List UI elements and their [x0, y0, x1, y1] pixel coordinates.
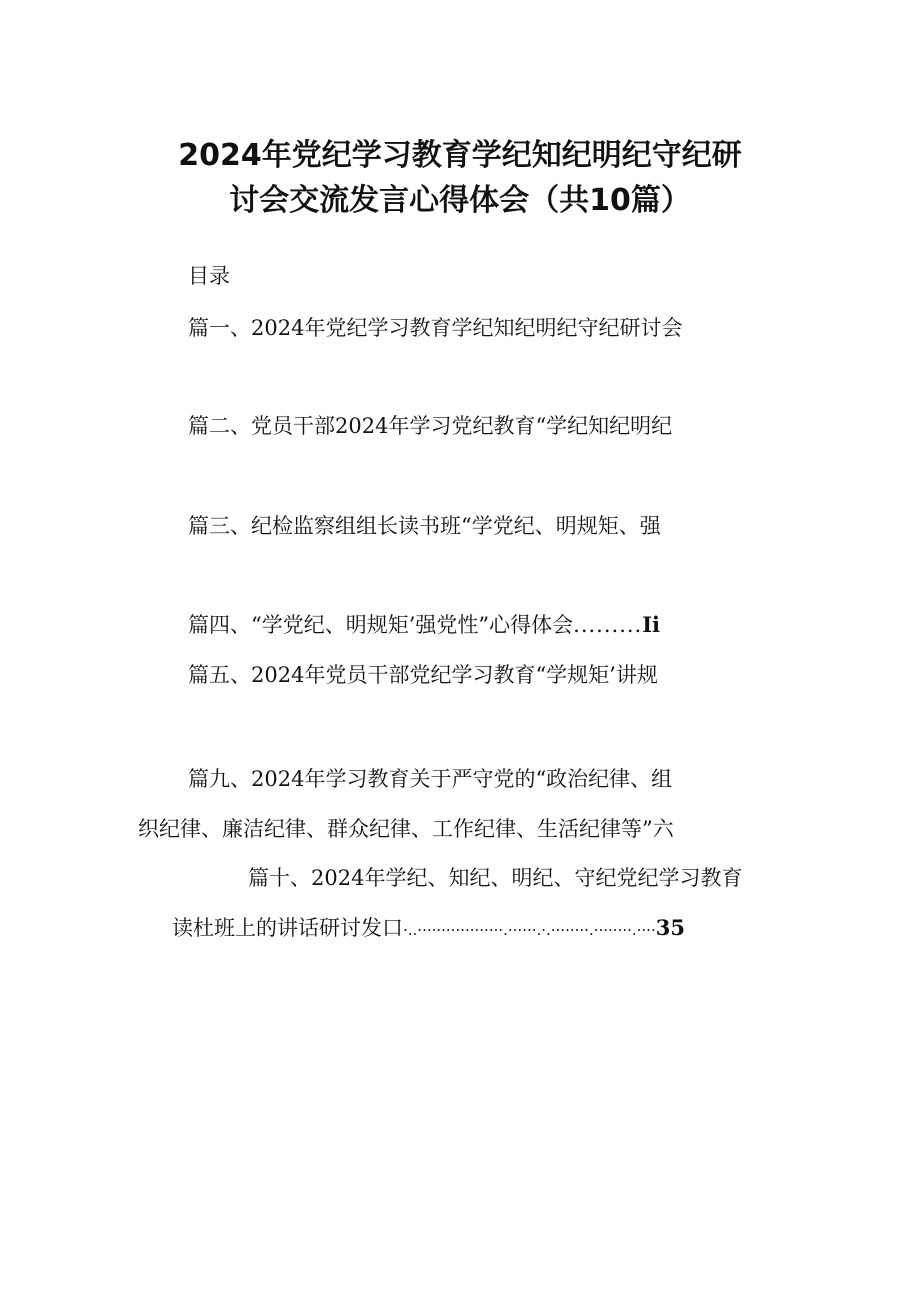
- toc-entry-10-continuation[interactable]: [172, 914, 685, 944]
- toc-entry-4[interactable]: [188, 611, 660, 639]
- toc-entry-4-leader-dots: .........: [573, 613, 643, 637]
- toc-heading: 目录: [188, 264, 230, 288]
- toc-entry-4-page-number: Ii: [642, 612, 661, 637]
- toc-entry-2[interactable]: 篇二、党员干部2024年学习党纪教育“学纪知纪明纪: [188, 414, 673, 438]
- toc-entry-9[interactable]: 篇九、2024年学习教育关于严守党的“政治纪律、组: [188, 767, 673, 791]
- toc-entry-10-continuation-label: 读杜班上的讲话研讨发口: [172, 916, 403, 940]
- toc-entry-9-continuation[interactable]: 织纪律、廉洁纪律、群众纪律、工作纪律、生活纪律等”六: [138, 817, 674, 841]
- document-title-line-2: 讨会交流发言心得体会（共10篇）: [229, 183, 691, 218]
- toc-entry-10-leader-dots: ·..··················.······.·.········.········.····: [403, 921, 656, 939]
- document-title-line-1: 2024年党纪学习教育学纪知纪明纪守纪研: [178, 138, 742, 173]
- toc-entry-1[interactable]: 篇一、2024年党纪学习教育学纪知纪明纪守纪研讨会: [188, 316, 683, 340]
- toc-entry-10-page-number: 35: [655, 915, 685, 940]
- toc-entry-3[interactable]: 篇三、纪检监察组组长读书班“学党纪、明规矩、强: [188, 514, 661, 538]
- toc-entry-5[interactable]: 篇五、2024年党员干部党纪学习教育“学规矩’讲规: [188, 663, 658, 687]
- toc-entry-10[interactable]: 篇十、2024年学纪、知纪、明纪、守纪党纪学习教育: [248, 866, 743, 890]
- toc-entry-4-label: 篇四、“学党纪、明规矩’强党性”心得体会: [188, 613, 574, 637]
